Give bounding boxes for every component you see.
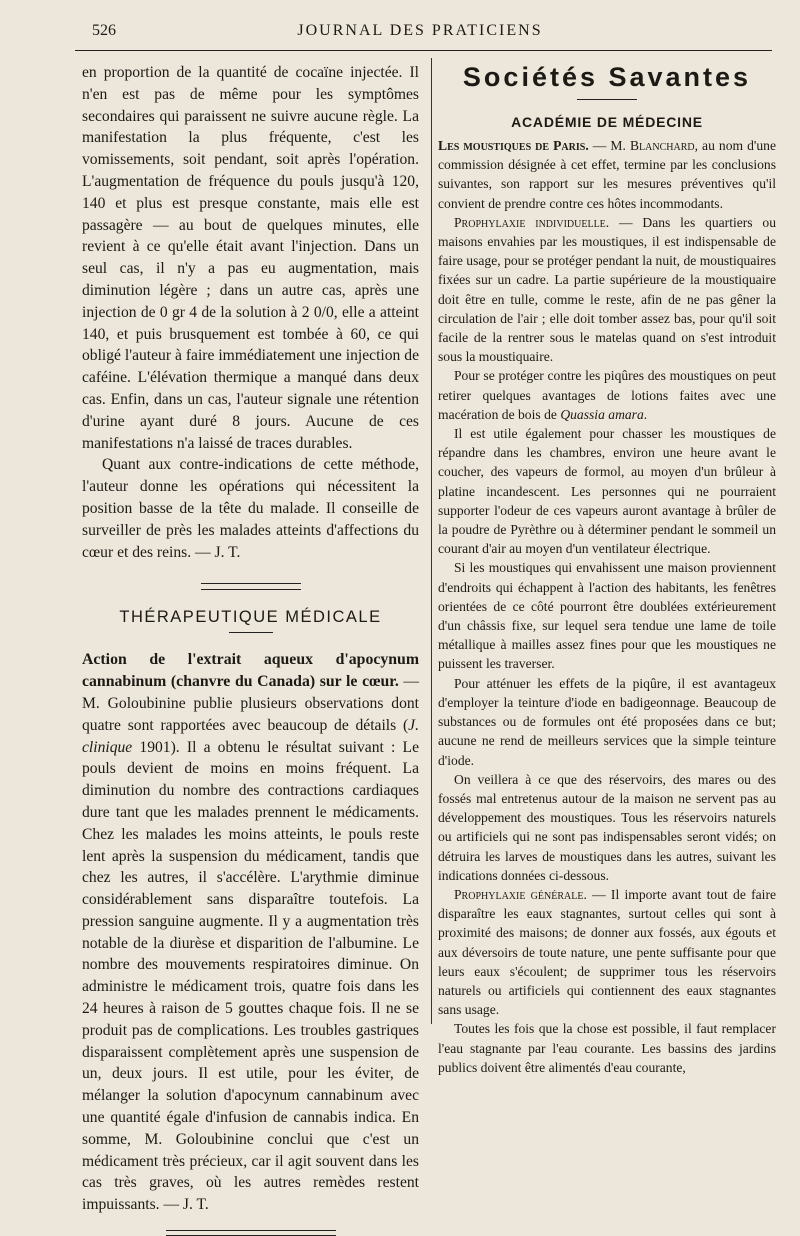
paragraph-formol: Il est utile également pour chasser les moustiques de répandre dans les chambres, environ une heure avant le coucher, des vapeurs de formol, au moyen d'un brûleur à platine incandescent. Les personnes qui ne pourraient supporter l'odeur de ces vapeurs auront avantage à brûler de la poudre de Pyrèthre ou à déterminer pendant le sommeil un courant d'air au moyen d'un ventilateur électrique. xyxy=(438,426,776,557)
journal-title: JOURNAL DES PRATICIENS xyxy=(297,22,543,39)
paragraph-prophylaxie-generale: Prophylaxie générale. — Il importe avant tout de faire disparaître les eaux stagnantes, surtout celles qui sont à proximité des maisons; de donner aux fossés, aux égouts et aux déversoirs de toute nature, une pente suffisante pour que leurs eaux s'écoulent; de supprimer tous les réservoirs naturels ou artificiels qui contiennent des eaux stagnantes sans usage. xyxy=(438,886,777,1018)
header-rule xyxy=(75,50,772,51)
page-number: 526 xyxy=(92,22,116,39)
paragraph-lead: Prophylaxie générale. xyxy=(454,886,587,902)
paragraph-lead: Prophylaxie individuelle. xyxy=(454,214,610,230)
left-column xyxy=(82,62,419,1236)
article-end-rule xyxy=(166,1230,336,1236)
section-heading-rule xyxy=(229,632,273,633)
column-divider xyxy=(431,58,432,1024)
paragraph-lead: Les moustiques de Paris. xyxy=(438,138,589,153)
paragraph-iode: Pour atténuer les effets de la piqûre, il est avantageux d'employer la teinture d'iode en badigeonnage. Beaucoup de substances ou de formules ont été proposées dans ce but; aucune ne rend de meilleurs services que la simple teinture d'iode. xyxy=(438,675,776,768)
section-separator xyxy=(201,583,301,590)
paragraph-eau-courante: Toutes les fois que la chose est possible, il faut remplacer l'eau stagnante par l'eau courante. Les bassins des jardins publics doivent être alimentés d'eau courante, xyxy=(438,1021,776,1075)
right-column xyxy=(438,62,776,1077)
societes-title: Sociétés Savantes xyxy=(462,62,752,92)
paragraph-prophylaxie-individuelle: Prophylaxie individuelle. — Dans les quartiers ou maisons envahies par les moustiques, il est indispensable de faire usage, pour se protéger pendant la nuit, de moustiquaires fixées sur un cadre. La partie supérieure de la moustiquaire doit être en tulle, comme le reste, afin de ne pas gêner la circulation de l'air ; elle doit tomber assez bas, pour qu'il soit facile de la rentrer sous le matelas quand on s'est introduit sous la moustiquaire. xyxy=(438,214,776,365)
article-journal: J. clinique xyxy=(82,716,419,756)
section-heading: THÉRAPEUTIQUE MÉDICALE xyxy=(119,608,382,627)
article-paragraph xyxy=(82,649,419,1216)
paragraph-fenetres: Si les moustiques qui envahissent une maison proviennent d'endroits qui échappent à l'action des habitants, les fenêtres orientées de ce côté pourront être doublées extérieurement d'un châssis fixe, sur lequel sera tendue une lame de toile métallique à mailles assez fines pour que les moustiques ne puissent les traverser. xyxy=(438,560,776,672)
paragraph-continuation: en proportion de la quantité de cocaïne injectée. Il n'en est pas de même pour les symptômes secondaires qui paraissent ne suivre aucune règle. La manifestation la plus fréquente, c'est les vomissements, soit pendant, soit après l'opération. L'augmentation de fréquence du pouls jusqu'à 120, 140 et plus est presque constante, mais elle est passagère — au bout de quelques minutes, elle revient à ce qu'elle était avant l'injection. Dans un seul cas, il n'y a pas eu augmentation, mais diminution légère ; dans un autre cas, après une injection de 0 gr 4 de la solution à 2 0/0, elle a atteint 140, et puis brusquement est tombée à 60, ce qui obligé l'auteur à faire immédiatement une injection de caféine. L'élévation thermique a manqué dans deux cas. Enfin, dans un cas, l'auteur signale une rétention d'urine ayant duré 8 jours. Aucune de ces manifestations n'a laissé de traces durables. xyxy=(82,64,419,452)
article-body-b: 1901). Il a obtenu le résultat suivant : Le pouls devient de moins en moins fréquent. La diminution du nombre des contractions cardiaques dure tant que les malades prennent le médicaments. Chez les malades les moins atteints, le pouls reste lent après la suspension du médicament, tandis que chez les autres, il s'accélère. L'arythmie diminue considérablement sans disparaître toutefois. La pression sanguine augmente. Il y a augmentation très notable de la diurèse et disparition de l'albumine. Le nombre des mouvements respiratoires diminue. On administre le médicament trois, quatre fois dans les 24 heures à raison de 5 gouttes chaque fois. Il ne se produit pas de complications. Les troubles gastriques disparaissent complètement après une suspension de un, deux jours. Il est utile, pour les éviter, de mélanger la solution d'apocynum cannabinum avec une quantité égale d'infusion de cannabis indica. En somme, M. Goloubinine conclui que c'est un médicament très précieux, car il agit souvent dans les cas très graves, où les autres remèdes restent impuissants. — J. T. xyxy=(82,738,419,1214)
page-header xyxy=(70,22,770,44)
academy-heading: ACADÉMIE DE MÉDECINE xyxy=(511,114,703,130)
species-name: Quassia amara xyxy=(560,406,644,422)
article-title: Action de l'extrait aqueux d'apocynum cannabinum (chanvre du Canada) sur le cœur. xyxy=(82,651,419,691)
paragraph-contraindications: Quant aux contre-indications de cette méthode, l'auteur donne les opérations qui nécessitent la position basse de la tête du malade. Il conseille de surveiller de près les malades atteints d'affections du cœur et des reins. — J. T. xyxy=(82,456,419,561)
paragraph-reservoirs: On veillera à ce que des réservoirs, des mares ou des fossés mal entretenus autour de la maison ne servent pas au développement des moustiques. Tous les réservoirs naturels ou artificiels qui ne sont pas indispensables seront vidés; on détruira les larves de moustiques dans les autres, suivant les indications données ci-dessous. xyxy=(438,771,776,883)
article-body-a: — M. Goloubinine publie plusieurs observations dont quatre sont rapportées avec beaucoup de détails ( xyxy=(82,673,419,734)
title-rule xyxy=(577,99,637,100)
paragraph-lotions: Pour se protéger contre les piqûres des moustiques on peut retirer quelques avantages de lotions faites avec une macération de bois de Quassia amara. xyxy=(438,368,776,422)
author-name: Blanchard xyxy=(629,138,695,153)
paragraph-moustiques: Les moustiques de Paris. — M. Blanchard, au nom d'une commission désignée à cet effet, termine par les conclusions suivantes, son rapport sur les mesures préventives qu'il convient de prendre contre ces hôtes incommodants. xyxy=(438,138,777,211)
